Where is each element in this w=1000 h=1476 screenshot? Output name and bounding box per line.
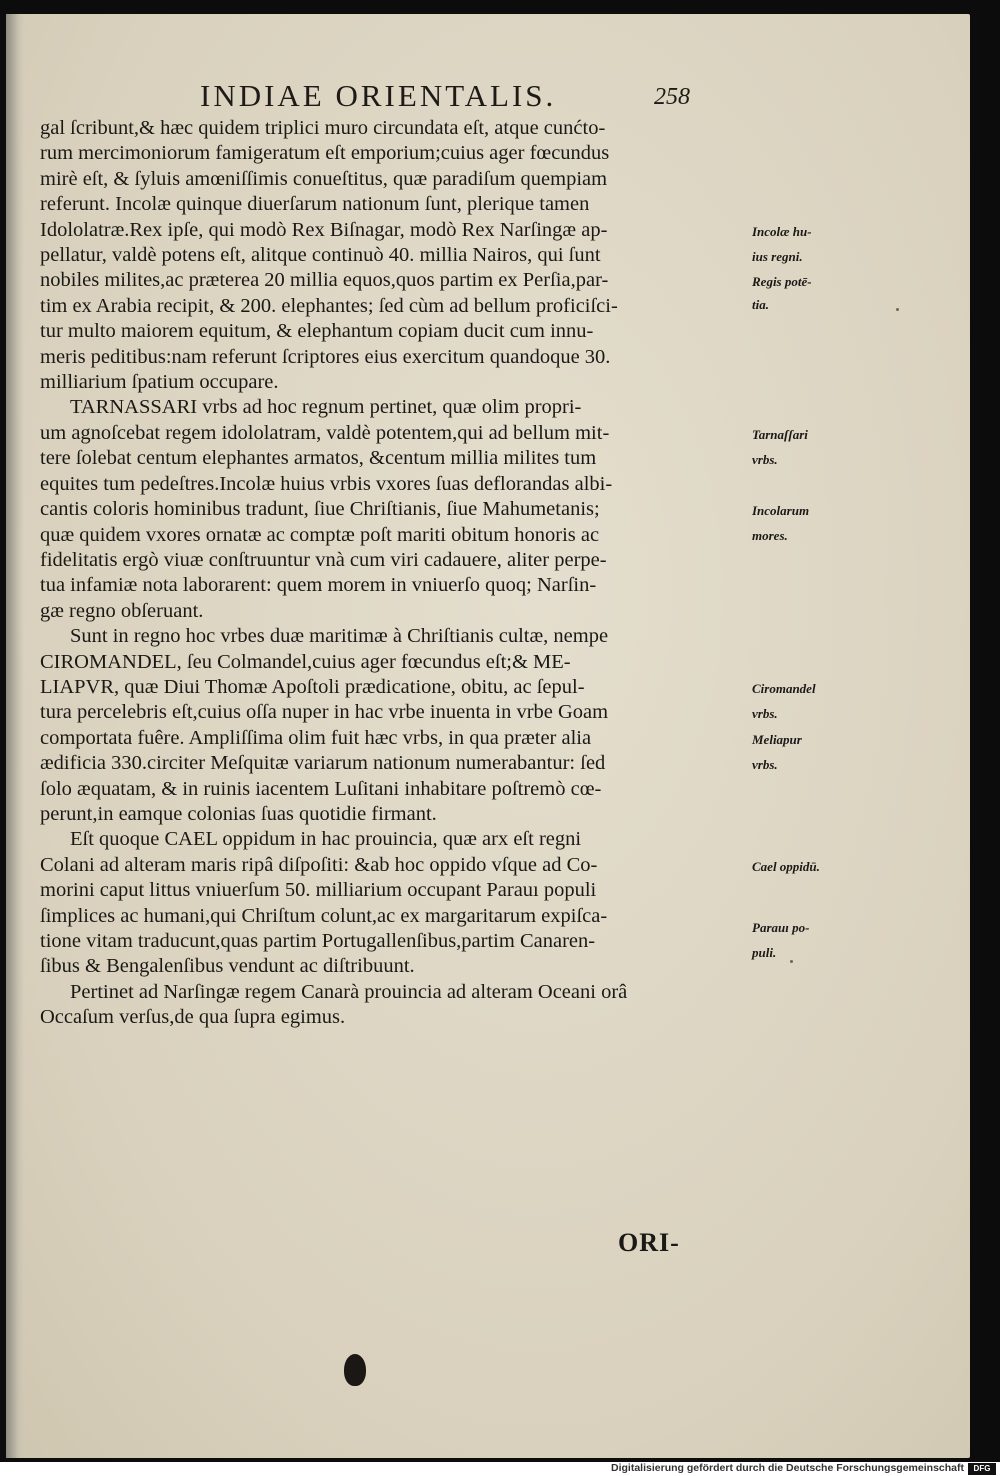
text-line: tere ſolebat centum elephantes armatos, &centum millia milites tum <box>40 447 597 470</box>
text-line: comportata fuêre. Ampliſſima olim fuit hæc vrbs, in qua præter alia <box>40 726 592 749</box>
text-line: gæ regno obſeruant. <box>40 599 204 622</box>
text-line: Colani ad alteram maris ripâ diſpoſiti: &ab hoc oppido vſque ad Co- <box>40 853 598 876</box>
marginal-note: Parauı po- <box>752 919 810 935</box>
footer-bar <box>0 1462 1000 1476</box>
text-line: ſimplices ac humani,qui Chriſtum colunt,ac ex margaritarum expiſca- <box>40 904 608 927</box>
dfg-logo: DFG <box>968 1463 996 1475</box>
marginal-note: Regis potē- <box>752 274 812 290</box>
marginal-note: Incolæ hu- <box>752 223 812 239</box>
paper-speck <box>790 960 793 963</box>
running-head <box>200 78 760 118</box>
text-line: Occaſum verſus,de qua ſupra egimus. <box>40 1006 346 1029</box>
marginal-note: Incolarum <box>752 503 810 518</box>
text-line: ædificia 330.circiter Meſquitæ variarum nationum numerabantur: ſed <box>40 752 606 775</box>
body-text <box>40 116 820 1031</box>
text-line: tione vitam traducunt,quas partim Portugallenſibus,partim Canaren- <box>40 930 596 952</box>
text-line: referunt. Incolæ quinque diuerſarum nationum ſunt, plerique tamen <box>40 193 590 216</box>
marginal-note: tia. <box>752 297 769 313</box>
page-number: 258 <box>654 84 690 110</box>
text-line: pellatur, valdè potens eſt, alitque continuò 40. millia Nairos, qui ſunt <box>40 244 601 267</box>
marginal-note: Cael oppidū. <box>752 858 820 874</box>
text-line: ſolo æquatam, & in ruinis iacentem Luſitani inhabitare poſtremò cœ- <box>40 777 602 800</box>
text-line: perunt,in eamque colonias ſuas quotidie firmant. <box>40 802 437 825</box>
footer-credit: Digitalisierung gefördert durch die Deutsche Forschungsgemeinschaft <box>611 1462 964 1474</box>
text-line: tim ex Arabia recipit, & 200. elephantes; ſed cùm ad bellum proficiſci- <box>40 294 618 317</box>
marginal-note: puli. <box>752 944 777 960</box>
paragraph <box>40 624 712 827</box>
paragraph <box>40 116 712 395</box>
text-line: CIROMANDEL, ſeu Colmandel,cuius ager fœcundus eſt;& ME- <box>40 650 571 673</box>
ink-blot <box>344 1354 366 1386</box>
paper-speck <box>896 308 899 311</box>
text-line: LIAPVR, quæ Diui Thomæ Apoſtoli prædicatione, obitu, ac ſepul- <box>40 675 585 698</box>
text-line: Pertinet ad Narſingæ regem Canarà prouincia ad alteram Oceani orâ <box>70 980 628 1003</box>
text-line: milliarium ſpatium occupare. <box>40 371 279 394</box>
marginal-note: vrbs. <box>752 452 778 468</box>
text-line: Sunt in regno hoc vrbes duæ maritimæ à Chriſtianis cultæ, nempe <box>70 625 609 648</box>
text-line: tur multo maiorem equitum, & elephantum copiam ducit cum innu- <box>40 320 594 343</box>
marginal-note: ius regni. <box>752 249 803 264</box>
text-line: ſibus & Bengalenſibus vendunt ac diſtribuunt. <box>40 955 415 978</box>
text-line: TARNASSARI vrbs ad hoc regnum pertinet, quæ olim propri- <box>70 396 582 419</box>
page-gutter <box>6 14 24 1458</box>
catchword: ORI- <box>618 1228 680 1257</box>
text-line: um agnoſcebat regem idololatram, valdè potentem,qui ad bellum mit- <box>40 421 610 444</box>
text-line: Idololatræ.Rex ipſe, qui modò Rex Biſnagar, modò Rex Narſingæ ap- <box>40 218 608 241</box>
text-line: meris peditibus:nam referunt ſcriptores eius exercitum quandoque 30. <box>40 345 611 368</box>
text-line: fidelitatis ergò viuæ conſtruuntur vnà cum viri cadauere, aliter perpe- <box>40 548 607 571</box>
marginal-note: Ciromandel <box>752 680 816 696</box>
marginal-note: mores. <box>752 528 788 544</box>
text-line: quæ quidem vxores ornatæ ac comptæ poſt mariti obitum honoris ac <box>40 523 600 546</box>
text-line: equites tum pedeſtres.Incolæ huius vrbis vxores ſuas deflorandas albi- <box>40 472 613 495</box>
text-line: gal ſcribunt,& hæc quidem triplici muro circundata eſt, atque cunćto- <box>40 117 606 139</box>
text-line: mirè eſt, & ſyluis amœniſſimis conueſtitus, quæ paradiſum quempiam <box>40 167 608 190</box>
text-line: morini caput littus vniuerſum 50. milliarium occupant Parauı populi <box>40 879 597 902</box>
marginal-note: Tarnaſſari <box>752 426 808 442</box>
paragraph <box>40 827 712 979</box>
text-line: tura percelebris eſt,cuius oſſa nuper in hac vrbe inuenta in vrbe Goam <box>40 701 609 724</box>
marginal-note: vrbs. <box>752 757 778 772</box>
text-line: tua infamiæ nota laborarent: quem morem in vniuerſo quoq; Narſin- <box>40 574 597 597</box>
text-line: rum mercimoniorum famigeratum eſt emporium;cuius ager fœcundus <box>40 142 610 165</box>
marginal-note: Meliapur <box>752 731 802 747</box>
text-line: Eſt quoque CAEL oppidum in hac prouincia, quæ arx eſt regni <box>70 828 582 851</box>
marginal-note: vrbs. <box>752 706 778 722</box>
running-head-title: INDIAE ORIENTALIS. <box>200 78 557 113</box>
text-line: nobiles milites,ac præterea 20 millia equos,quos partim ex Perſia,par- <box>40 269 609 292</box>
paragraph <box>40 980 712 1031</box>
text-line: cantis coloris hominibus tradunt, ſiue Chriſtianis, ſiue Mahumetanis; <box>40 498 600 521</box>
paragraph <box>40 395 712 624</box>
